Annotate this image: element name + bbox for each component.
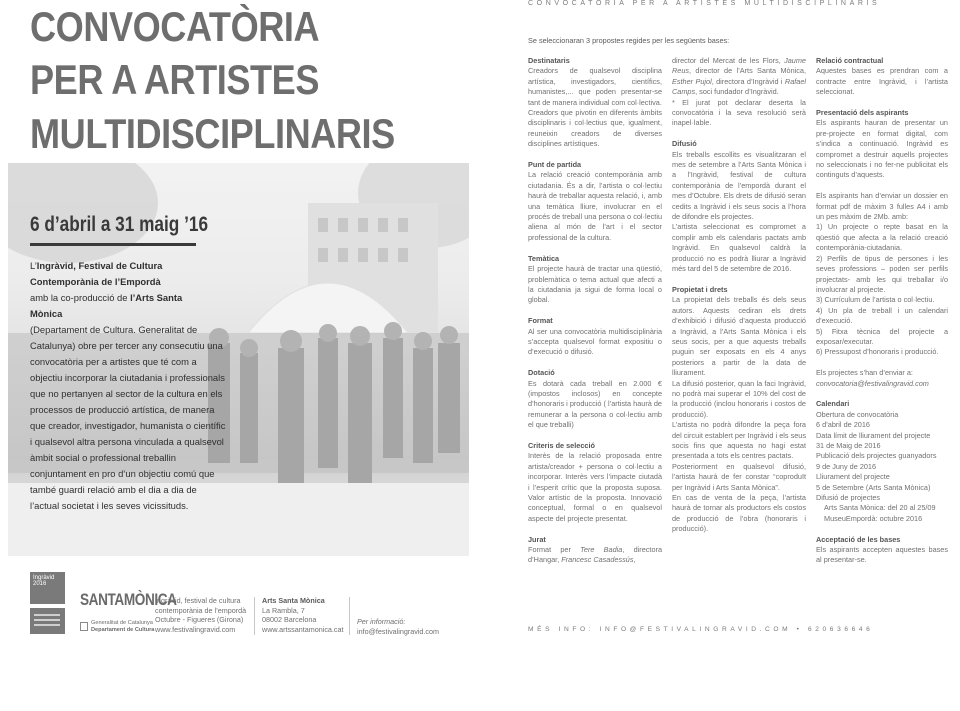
section-heading: Destinataris (528, 56, 570, 65)
footer-asm-info: Arts Santa Mònica La Rambla, 7 08002 Barcelona www.artssantamonica.cat (262, 596, 344, 634)
column-2: director del Mercat de les Flors, Jaume Reus, director de l’Arts Santa Mònica, Esther Pujol, directora d’Ingràvid i Rafael Camps, soci fundador d’Ingràvid. * El jurat pot declarar deserta la convocatòria i la seva resolució serà inapel·lable. Difusió Els treballs escollits es visualitzaran el mes de setembre a l’Arts Santa Mònica i a l’Ingràvid, festival de cultura contemporània de l’empordà durant el mes d’Octubre. Els drets de difusió seran cedits a Ingràvid i els seus socis a l’hora de difondre els projectes. L’artista seleccionat es compromet a complir amb els calendaris pactats amb Ingràvid. En qualsevol caldrà la producció no es podrà lliurar a Ingràvid més tard del 5 de setembre de 2016. Propietat i drets La propietat dels treballs és dels seus autors. Aquests cediran els drets d’exhibició i difusió d’aquesta producció a Ingràvid, a l’Arts Santa Mònica i els seus socis, per a que aquests treballs puguin ser exposats en els 4 anys posteriors a partir de la data de lliurament. La difusió posterior, quan la faci Ingràvid, no podrà mai superar el 10% del cost de la producció (inclou honoraris i costos de producció). L’artista no podrà difondre la peça fora del circuit establert per Ingràvid i els seus socis fins que aquesta no hagi estat presentada a tots els centres pactats. Posteriorment en qualsevol difusió, l’artista haurà de fer constar “coproduït per Ingràvid i Arts Santa Mònica”. En cas de venta de la peça, l’artista haurà de tornar als productors els costos de producció de l’obra (honoraris i producció). (672, 56, 807, 534)
date-range: 6 d’abril a 31 maig ’16 (30, 213, 209, 236)
section-heading: Format (528, 316, 553, 326)
ingravid-logo-text: Ingràvid (33, 575, 55, 581)
section-heading: Temàtica (528, 253, 560, 263)
contact-footer: MÉS INFO: INFO@FESTIVALINGRAVID.COM • 620636646 (528, 626, 874, 633)
section-heading: Presentació dels aspirants (816, 108, 909, 118)
footer-divider (254, 597, 255, 635)
title-line-1: CONVOCATÒRIA (30, 3, 320, 50)
generalitat-text: Generalitat de Catalunya Departament de Cultura (91, 620, 155, 633)
section-heading: Criteris de selecció (528, 440, 595, 450)
bases-intro: Se seleccionaran 3 propostes regides per les següents bases: (528, 36, 730, 45)
section-heading: Calendari (816, 399, 850, 409)
footer-divider (349, 597, 350, 635)
section-heading: Propietat i drets (672, 284, 728, 294)
intro-asm: l’Arts Santa Mònica (30, 292, 183, 319)
section-heading: Punt de partida (528, 160, 582, 170)
intro-coproduction: amb la co-producció de (30, 292, 128, 303)
info-email-link[interactable]: info@festivalingravid.com (357, 626, 439, 636)
catalunya-logo (30, 608, 65, 634)
ingravid-logo-year: 2016 (33, 581, 47, 587)
generalitat-icon (80, 622, 88, 631)
column-3: Relació contractual Aquestes bases es prendran com a contracte entre Ingràvid, i l’artista seleccionat. Presentació dels aspirants Els aspirants hauran de presentar un pre-projecte en format digital, com s’indica a continuació. Ingràvid es compromet a destruir aquells projectes no seleccionats i no fer-ne publicitat els continguts d’aquests. Els aspirants han d’enviar un dossier en format pdf de màxim 3 fulles A4 i amb un pes màxim de 2Mb. amb: 1) Un projecte o repte basat en la qüestió que afecta a la relació creació contemporània-ciutadania. 2) Perfils de tipus de persones i les seves professions – poden ser perfils projectats- amb les qui treballar i/o involucrar al projecte. 3) Currículum de l’artista o col·lectiu. 4) Un pla de treball i un calendari d’execució. 5) Fitxa tècnica del projecte a exposar/executar. 6) Pressupost d’honoraris i producció. Els projectes s’han d’enviar a: convocatoria@festivalingravid.com Calendari Obertura de convocatòria 6 d’abril de 2016 Data límit de lliurament del projecte 31 de Maig de 2016 Publicació dels projectes guanyadors 9 de Juny de 2016 Lliurament del projecte 5 de Setembre (Arts Santa Mònica) Difusió de projectes Arts Santa Mònica: del 20 al 25/09 MuseuEmpordà: octubre 2016 Acceptació de les bases Els aspirants accepten aquestes bases al presentar-se. (816, 56, 948, 565)
submission-email-link[interactable]: convocatoria@festivalingravid.com (816, 378, 929, 388)
section-heading: Dotació (528, 368, 555, 378)
section-heading: Relació contractual (816, 56, 884, 65)
title-line-3: MULTIDISCIPLINARIS (30, 110, 395, 157)
footer-ingravid-info: Ingràvid, festival de cultura contemporània de l’empordà Octubre - Figueres (Girona) www.festivalingravid.com (155, 596, 247, 634)
intro-org: Ingràvid, Festival de Cultura Contemporània de l’Empordà (30, 260, 163, 287)
title-line-2: PER A ARTISTES (30, 56, 320, 103)
section-heading: Difusió (672, 139, 697, 149)
section-heading: Acceptació de les bases (816, 534, 901, 544)
date-underline (30, 243, 196, 246)
intro-text (30, 258, 206, 322)
ingravid-logo (30, 572, 65, 604)
section-heading: Jurat (528, 534, 546, 544)
intro-prefix: L’ (30, 260, 37, 271)
intro-body: (Departament de Cultura. Generalitat de Catalunya) obre per tercer any consecutiu una convocatòria per a artistes que té com a objectiu incorporar la ciutadania i professionals que no pertanyen al sector de la cultura en els processos de producció artística, de manera que creador, investigador, humanista o científic i qualsevol altra persona vinculada a qualsevol àmbit social o professional treballin conjuntament en pro d’un objectiu comú que també guardi relació amb el dia a dia de l’actual societat i les seves vicissituds. (30, 324, 226, 511)
column-1: Destinataris Creadors de qualsevol disciplina artística, investigadors, científics, humanistes,... que poden presentar-se tant de manera individual com col·lectiva. Creadors que pivotin en diferents àmbits disciplinaris i col·lectius que, igualment, reuneixin creadors de diverses disciplines artístiques. Punt de partida La relació creació contemporània amb ciutadania. És a dir, l’artista o col·lectiu haurà de treballar aquesta relació, i, amb una temàtica lliure, involucrar en el procés de treball una persona o col·lectiu aliena al món de l’art i el sector professional de la cultura. Temàtica El projecte haurà de tractar una qüestió, problemàtica o tema actual que afecti a la ciutadania ja sigui de forma local o global. Format Al ser una convocatòria multidisciplinària s’accepta qualsevol format expositiu o d’execució o difusió. Dotació Es dotarà cada treball en 2.000 € (impostos inclosos) en concepte d’honoraris i producció ( l’artista haurà de remunerar a la persona o col·lectiu amb el que treballi) Criteris de selecció Interès de la relació proposada entre artista/creador + persona o col·lectiu a incorporar. Interès vers l’impacte ciutadà i l’esperit crític que la proposta suposa. Valor artístic de la proposta. Innovació conceptual, formal o en qualsevol aspecte del projecte presentat. Jurat Format per Tere Badia, directora d’Hangar, Francesc Casadessús, (528, 56, 663, 565)
santamonica-logo: SANTAMÒNICA (80, 590, 177, 609)
asm-website-link[interactable]: www.artssantamonica.cat (262, 624, 344, 634)
footer-contact: Per informació: info@festivalingravid.com (357, 617, 439, 636)
ingravid-website-link[interactable]: www.festivalingravid.com (155, 624, 236, 634)
page-header: CONVOCATÒRIA PER A ARTISTES MULTIDISCIPLINARIS (528, 0, 881, 7)
